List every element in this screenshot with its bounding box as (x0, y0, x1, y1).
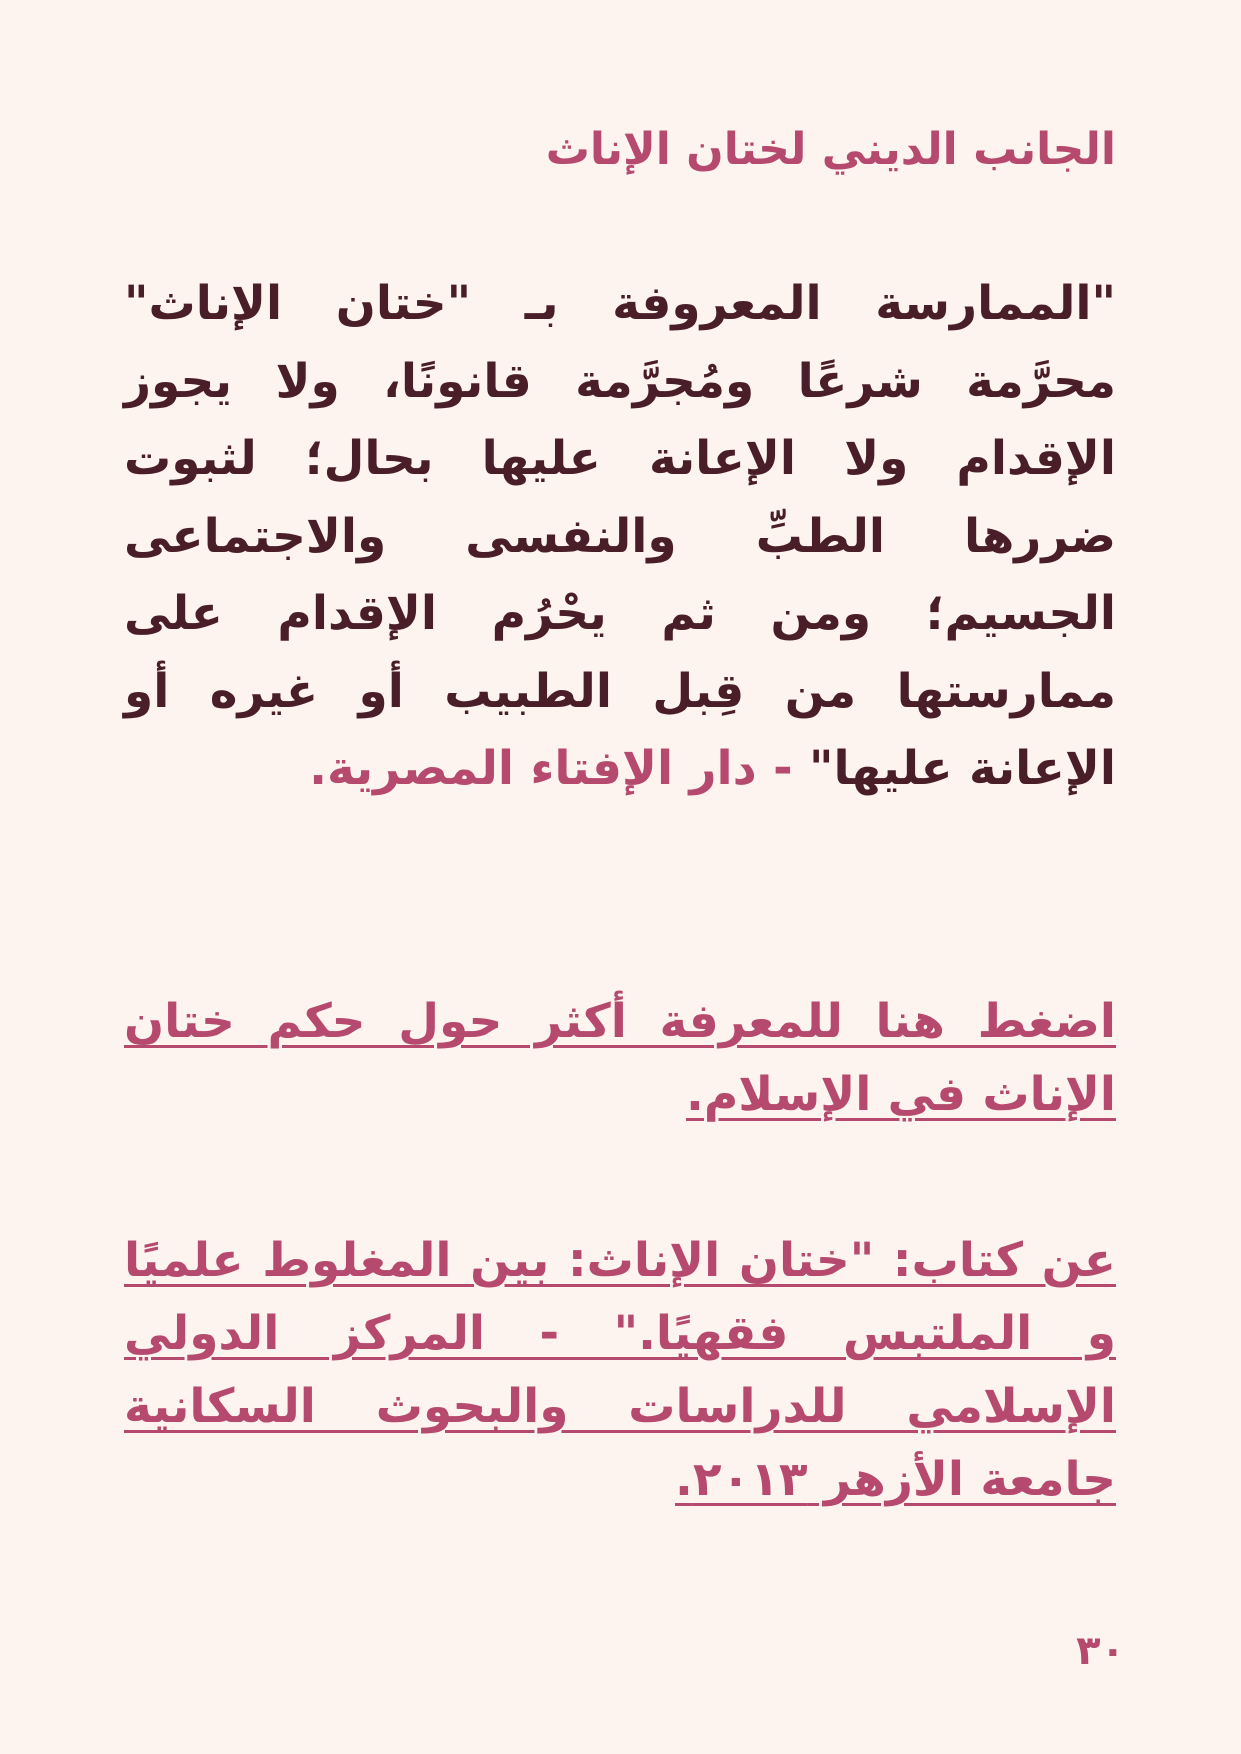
fatwa-quote (124, 265, 1116, 808)
book-reference-link[interactable]: عن كتاب: "ختان الإناث: بين المغلوط علميًا و الملتبس فقهيًا." - المركز الدولي الإسلامي للدراسات والبحوث السكانية جامعة الأزهر ٢٠١٣. (124, 1233, 1116, 1507)
quote-source: - دار الإفتاء المصرية. (309, 741, 809, 796)
quote-text: "الممارسة المعروفة بـ "ختان الإناث" محرَّمة شرعًا ومُجرَّمة قانونًا، ولا يجوز الإقدام ولا الإعانة عليها بحال؛ لثبوت ضررها الطبِّ والنفسى والاجتماعى الجسيم؛ ومن ثم يحْرُم الإقدام على ممارستها من قِبل الطبيب أو غيره أو الإعانة عليها" (124, 276, 1116, 796)
section-title: الجانب الديني لختان الإناث (545, 124, 1116, 175)
page-number: ٣٠ (1076, 1628, 1125, 1674)
learn-more-link[interactable]: اضغط هنا للمعرفة أكثر حول حكم ختان الإناث في الإسلام. (124, 994, 1116, 1122)
